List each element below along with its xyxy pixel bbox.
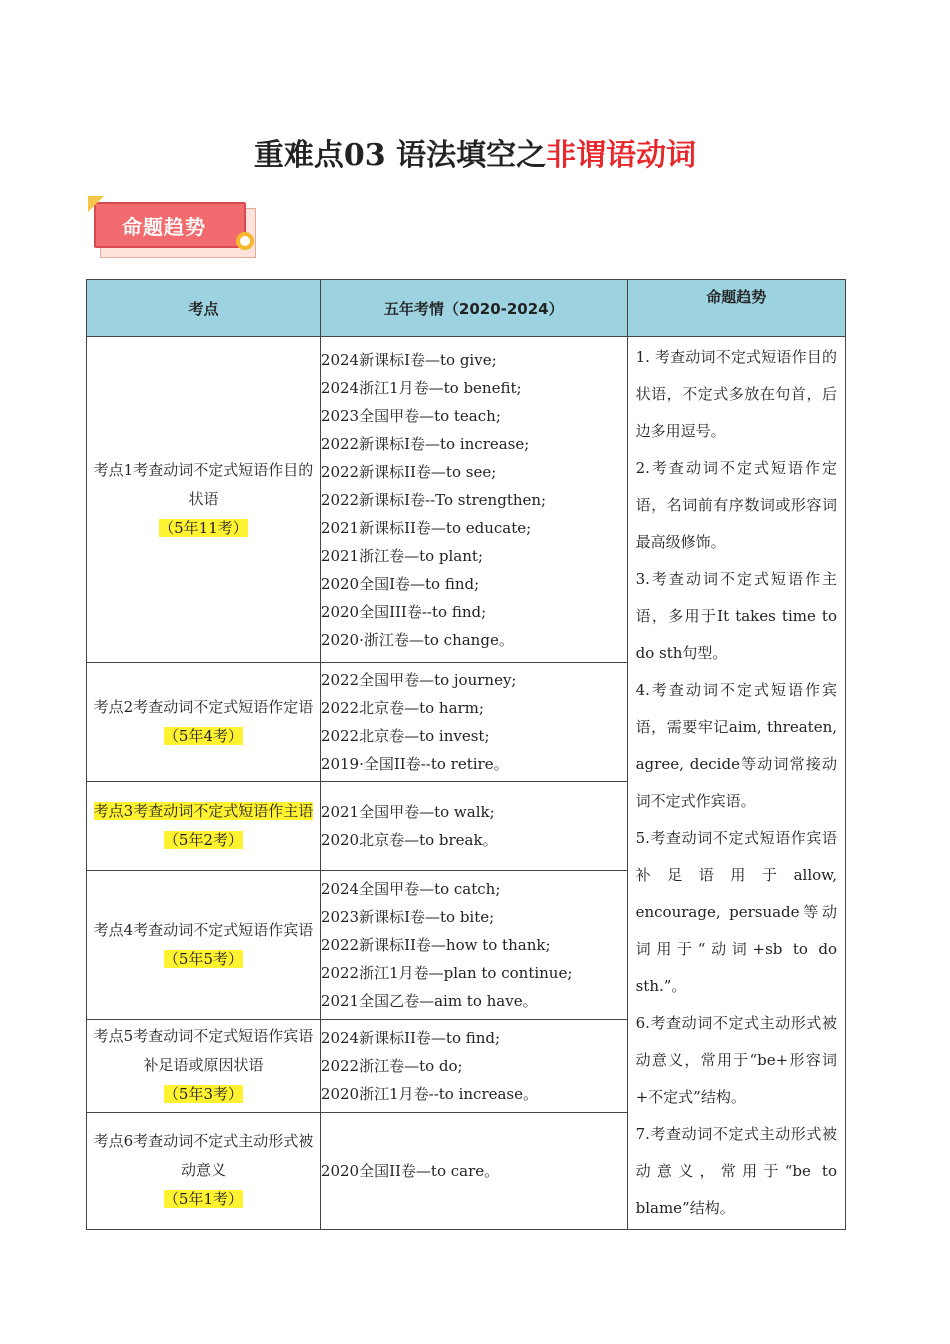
example-item: 2022新课标I卷--To strengthen; <box>320 490 547 509</box>
example-item: 2022全国甲卷—to journey; <box>320 671 517 690</box>
trend-item: 5.考查动词不定式短语作宾语补足语用于allow, encourage, persuade等动词用于“动词+sb to do sth.”。 <box>635 829 837 995</box>
example-item: 2022新课标I卷—to increase; <box>320 434 530 453</box>
examples-cell <box>320 663 627 782</box>
point-count: （5年2考） <box>163 831 243 850</box>
example-item: 2020全国I卷—to find; <box>320 574 480 593</box>
example-item: 2022新课标II卷—to see; <box>320 462 497 481</box>
point-text: 考点3考查动词不定式短语作主语 <box>93 802 314 821</box>
badge-corner-triangle <box>88 196 104 212</box>
example-item: 2024新课标II卷—to find; <box>320 1028 501 1047</box>
point-count: （5年1考） <box>163 1190 243 1209</box>
point-text: 考点6考查动词不定式主动形式被动意义 <box>93 1132 314 1180</box>
example-item: 2022新课标II卷—how to thank; <box>320 935 551 954</box>
examples-cell <box>320 1112 627 1229</box>
table-header-row <box>87 280 846 337</box>
point-count: （5年4考） <box>163 727 243 746</box>
example-item: 2021全国甲卷—to walk; <box>320 803 495 822</box>
title-prefix: 重难点03 语法填空之 <box>253 138 547 173</box>
trend-item: 7.考查动词不定式主动形式被动意义，常用于“be to blame”结构。 <box>635 1125 837 1217</box>
example-item: 2022北京卷—to harm; <box>320 699 484 718</box>
example-item: 2020浙江1月卷--to increase。 <box>320 1084 539 1103</box>
point-text: 考点4考查动词不定式短语作宾语 <box>93 920 314 939</box>
trend-item: 1. 考查动词不定式短语作目的状语，不定式多放在句首，后边多用逗号。 <box>635 348 837 440</box>
example-item: 2019·全国II卷--to retire。 <box>320 755 509 774</box>
trend-item: 3.考查动词不定式短语作主语，多用于It takes time to do sth句型。 <box>635 570 837 662</box>
example-item: 2022北京卷—to invest; <box>320 727 490 746</box>
point-cell <box>87 337 321 663</box>
examples-cell <box>320 782 627 871</box>
trend-item: 6.考查动词不定式主动形式被动意义，常用于“be+形容词+不定式”结构。 <box>635 1014 837 1106</box>
example-item: 2024全国甲卷—to catch; <box>320 879 501 898</box>
page-title <box>0 130 950 174</box>
examples-cell <box>320 337 627 663</box>
point-cell <box>87 782 321 871</box>
point-text: 考点2考查动词不定式短语作定语 <box>93 698 314 717</box>
example-item: 2023新课标I卷—to bite; <box>320 907 495 926</box>
point-count: （5年5考） <box>163 949 243 968</box>
trend-item: 2.考查动词不定式短语作定语，名词前有序数词或形容词最高级修饰。 <box>635 459 837 551</box>
examples-cell <box>320 1019 627 1112</box>
section-badge <box>86 196 266 262</box>
point-cell <box>87 1019 321 1112</box>
exam-trend-table <box>86 279 846 1230</box>
example-item: 2021全国乙卷—aim to have。 <box>320 991 538 1010</box>
title-highlight: 非谓语动词 <box>546 138 697 173</box>
table-row <box>87 337 846 663</box>
example-item: 2024浙江1月卷—to benefit; <box>320 378 522 397</box>
point-cell <box>87 1112 321 1229</box>
point-count: （5年11考） <box>159 519 248 538</box>
example-item: 2020全国III卷--to find; <box>320 602 487 621</box>
point-count: （5年3考） <box>163 1085 243 1104</box>
trend-item: 4.考查动词不定式短语作宾语，需要牢记aim, threaten, agree, decide等动词常接动词不定式作宾语。 <box>635 681 837 810</box>
header-history: 五年考情（2020-2024） <box>320 280 627 337</box>
example-item: 2022浙江1月卷—plan to continue; <box>320 963 573 982</box>
point-text: 考点5考查动词不定式短语作宾语补足语或原因状语 <box>93 1027 314 1075</box>
trend-cell <box>627 337 845 1230</box>
examples-cell <box>320 871 627 1020</box>
example-item: 2021新课标II卷—to educate; <box>320 518 532 537</box>
point-cell <box>87 663 321 782</box>
badge-ring-icon <box>236 232 254 250</box>
example-item: 2023全国甲卷—to teach; <box>320 406 501 425</box>
point-text: 考点1考查动词不定式短语作目的状语 <box>93 461 314 509</box>
example-item: 2020北京卷—to break。 <box>320 831 498 850</box>
example-item: 2022浙江卷—to do; <box>320 1056 463 1075</box>
example-item: 2024新课标I卷—to give; <box>320 350 497 369</box>
example-item: 2021浙江卷—to plant; <box>320 546 483 565</box>
header-trend: 命题趋势 <box>627 280 845 337</box>
point-cell <box>87 871 321 1020</box>
badge-label: 命题趋势 <box>94 202 246 248</box>
header-point: 考点 <box>87 280 321 337</box>
example-item: 2020全国II卷—to care。 <box>320 1161 500 1180</box>
example-item: 2020·浙江卷—to change。 <box>320 630 514 649</box>
